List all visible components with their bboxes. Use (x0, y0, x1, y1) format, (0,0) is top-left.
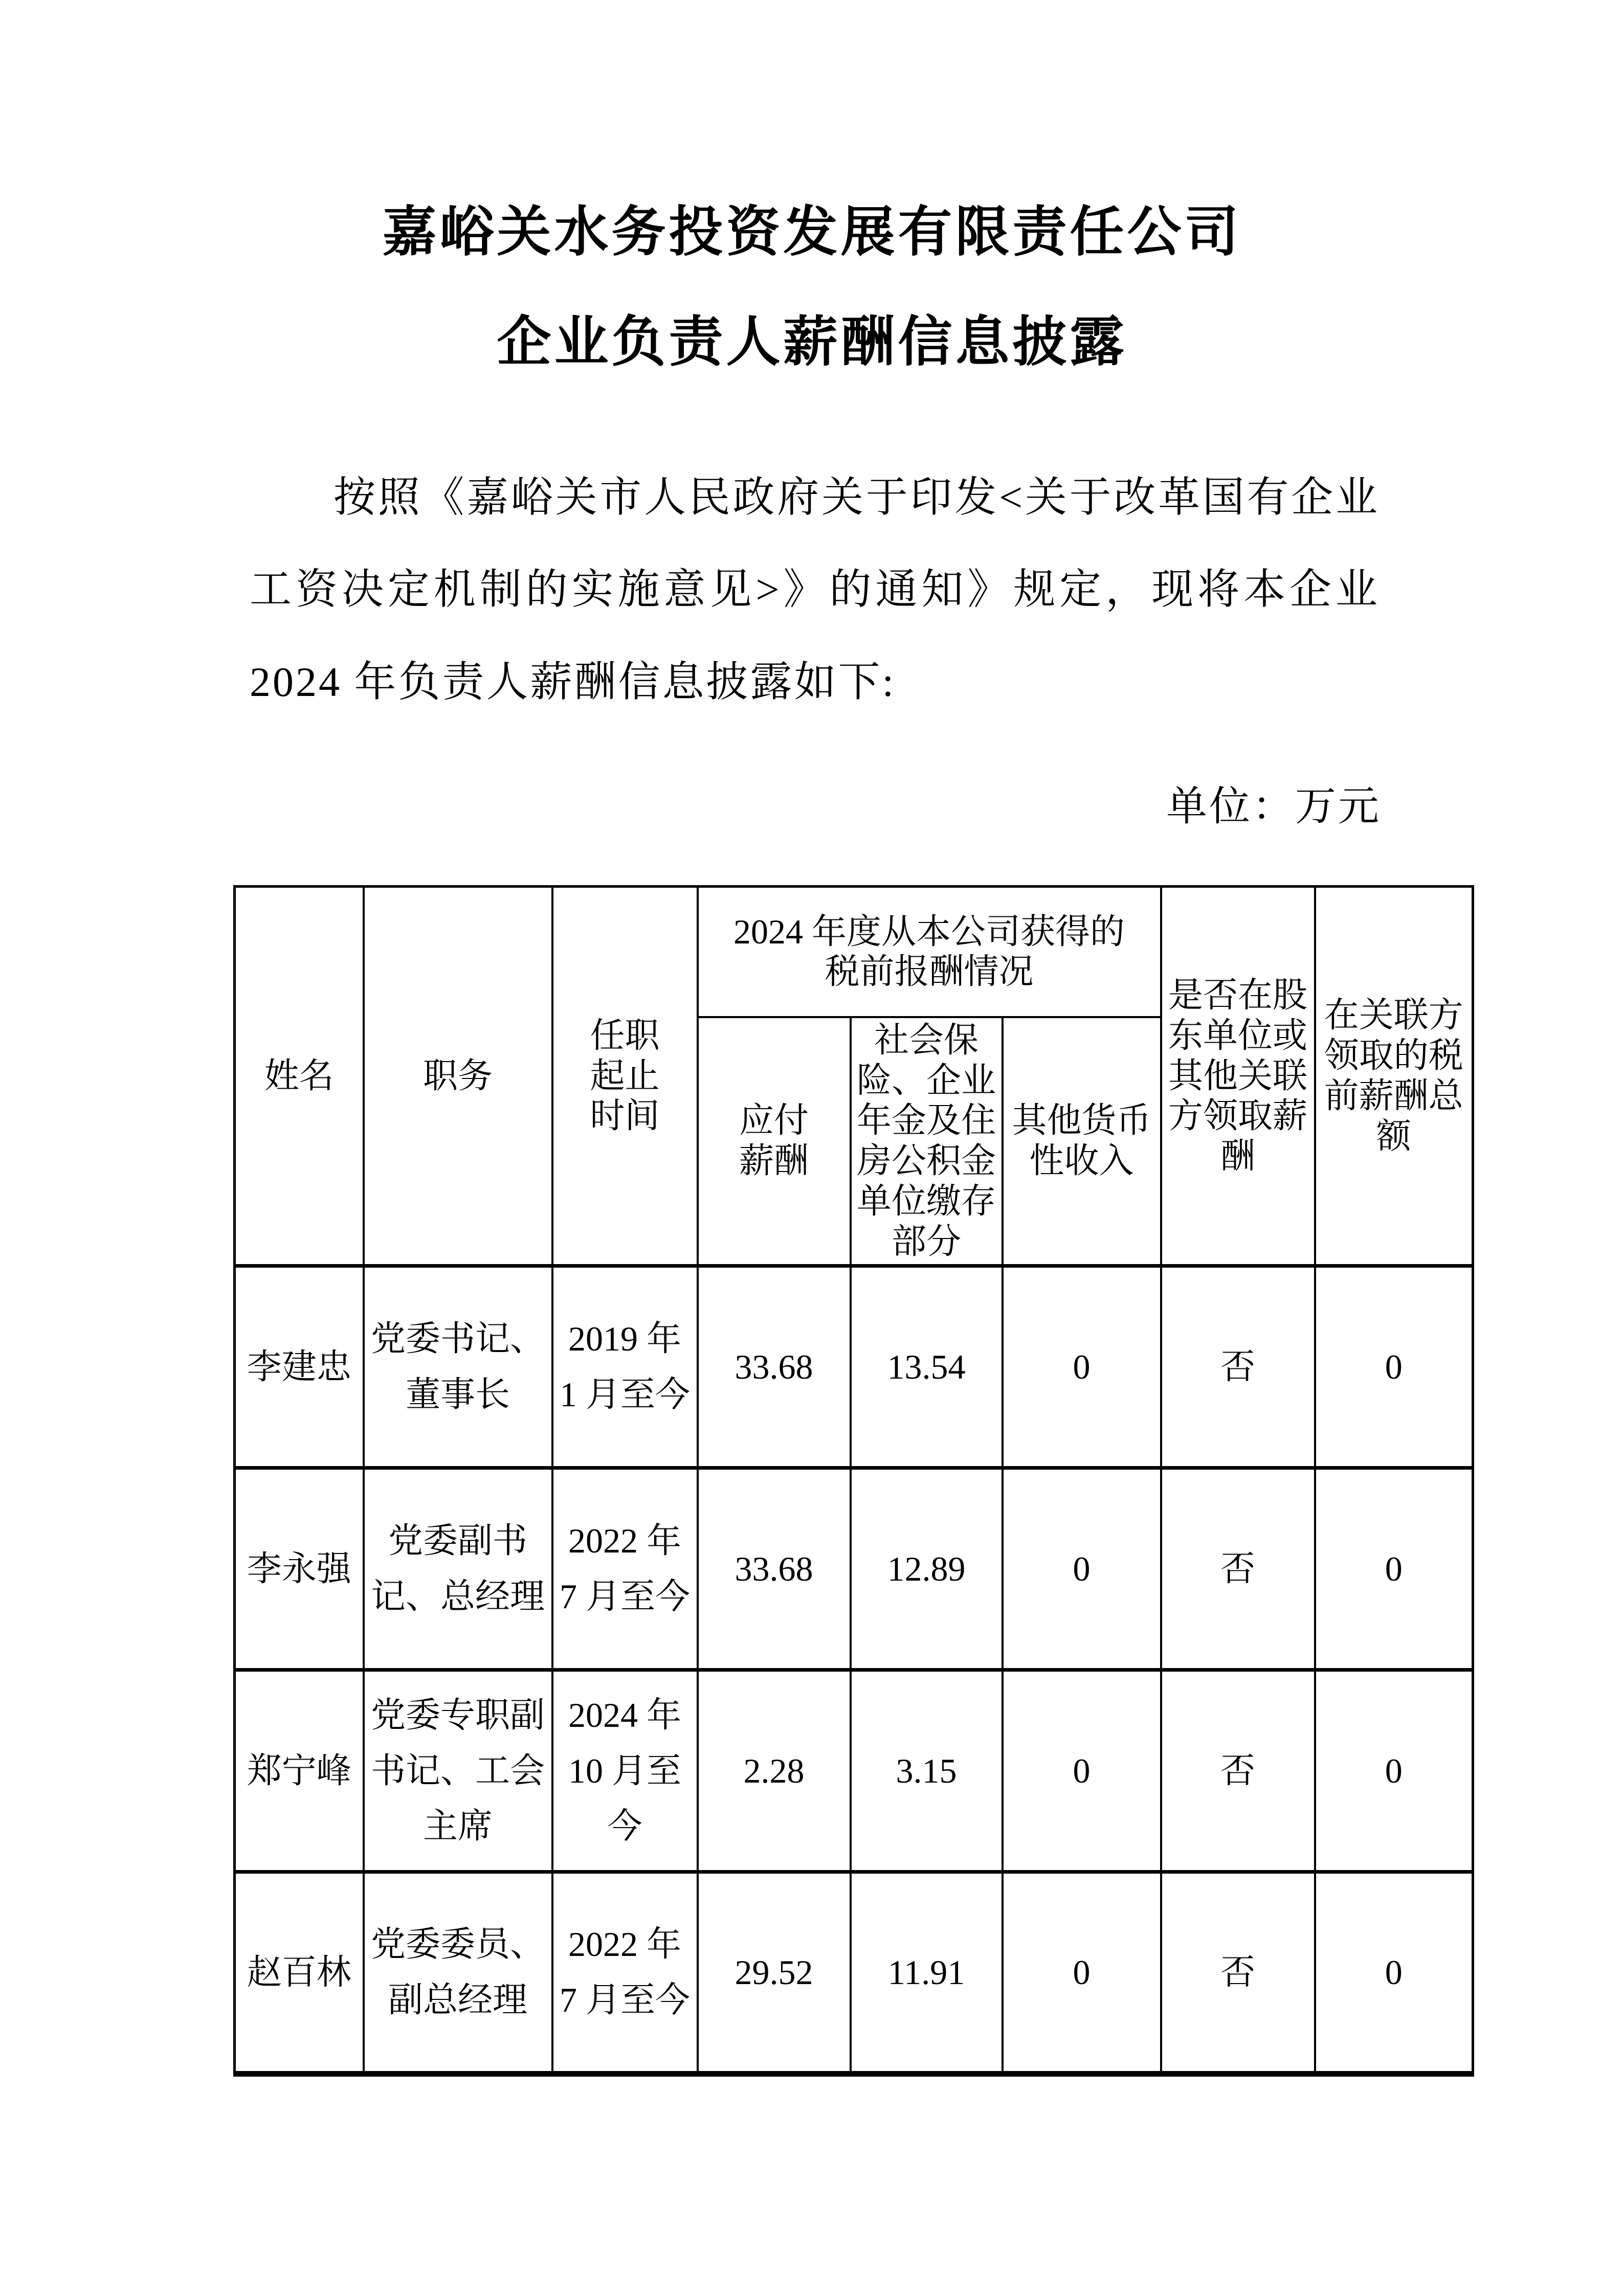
header-cell-position (364, 887, 552, 1266)
header-position-label: 职务 (422, 1056, 493, 1095)
document-title-line1: 嘉峪关水务投资发展有限责任公司 (382, 202, 1242, 262)
header-compensation-group-label: 2024 年度从本公司获得的税前报酬情况 (733, 912, 1125, 992)
header-cell-compensation-group (698, 887, 1161, 1017)
cell-shareholder-pay: 否 (1161, 1872, 1315, 2074)
cell-related-total: 0 (1315, 1266, 1473, 1468)
cell-social: 12.89 (851, 1468, 1003, 1670)
header-payable-label: 应付薪酬 (739, 1101, 809, 1181)
header-cell-name (235, 887, 364, 1266)
document-title-line2: 企业负责人薪酬信息披露 (497, 311, 1127, 372)
cell-shareholder-pay: 否 (1161, 1468, 1315, 1670)
table-row (235, 1872, 1473, 2074)
cell-position: 党委专职副书记、工会主席 (364, 1670, 552, 1872)
cell-shareholder-pay: 否 (1161, 1670, 1315, 1872)
table-header-row-top (235, 887, 1473, 1017)
cell-related-total: 0 (1315, 1670, 1473, 1872)
header-cell-social-insurance (851, 1017, 1003, 1266)
cell-payable: 2.28 (698, 1670, 851, 1872)
table-row (235, 1670, 1473, 1872)
header-cell-other-income (1003, 1017, 1161, 1266)
cell-payable: 33.68 (698, 1266, 851, 1468)
header-social-insurance-label: 社会保险、企业年金及住房公积金单位缴存部分 (856, 1020, 996, 1262)
table-header (235, 887, 1473, 1266)
cell-position: 党委委员、副总经理 (364, 1872, 552, 2074)
cell-social: 3.15 (851, 1670, 1003, 1872)
table-row (235, 1266, 1473, 1468)
header-cell-tenure (552, 887, 698, 1266)
table-row (235, 1468, 1473, 1670)
intro-paragraph: 按照《嘉峪关市人民政府关于印发<关于改革国有企业工资决定机制的实施意见>》的通知》规定，现将本企业 2024 年负责人薪酬信息披露如下: (250, 474, 1380, 705)
cell-tenure: 2022 年 7 月至今 (552, 1872, 698, 2074)
salary-disclosure-table (233, 885, 1474, 2077)
cell-other-income: 0 (1003, 1266, 1161, 1468)
header-other-income-label: 其他货币性收入 (1012, 1101, 1151, 1181)
cell-shareholder-pay: 否 (1161, 1266, 1315, 1468)
cell-other-income: 0 (1003, 1872, 1161, 2074)
header-cell-related-total (1315, 887, 1473, 1266)
table-body (235, 1266, 1473, 2074)
cell-name: 郑宁峰 (235, 1670, 364, 1872)
header-name-label: 姓名 (264, 1056, 334, 1095)
header-cell-shareholder-pay (1161, 887, 1315, 1266)
cell-name: 李永强 (235, 1468, 364, 1670)
cell-tenure: 2019 年 1 月至今 (552, 1266, 698, 1468)
cell-tenure: 2022 年 7 月至今 (552, 1468, 698, 1670)
cell-name: 李建忠 (235, 1266, 364, 1468)
cell-other-income: 0 (1003, 1670, 1161, 1872)
header-tenure-label: 任职起止时间 (590, 1016, 660, 1136)
cell-related-total: 0 (1315, 1872, 1473, 2074)
cell-position: 党委副书记、总经理 (364, 1468, 552, 1670)
cell-payable: 33.68 (698, 1468, 851, 1670)
cell-other-income: 0 (1003, 1468, 1161, 1670)
header-cell-payable (698, 1017, 851, 1266)
cell-social: 13.54 (851, 1266, 1003, 1468)
header-shareholder-pay-label: 是否在股东单位或其他关联方领取薪酬 (1168, 975, 1308, 1176)
header-related-total-label: 在关联方领取的税前薪酬总额 (1324, 996, 1463, 1156)
cell-related-total: 0 (1315, 1468, 1473, 1670)
cell-tenure: 2024 年 10 月至今 (552, 1670, 698, 1872)
cell-position: 党委书记、董事长 (364, 1266, 552, 1468)
cell-payable: 29.52 (698, 1872, 851, 2074)
cell-social: 11.91 (851, 1872, 1003, 2074)
unit-label: 单位：万元 (1166, 784, 1381, 830)
cell-name: 赵百林 (235, 1872, 364, 2074)
